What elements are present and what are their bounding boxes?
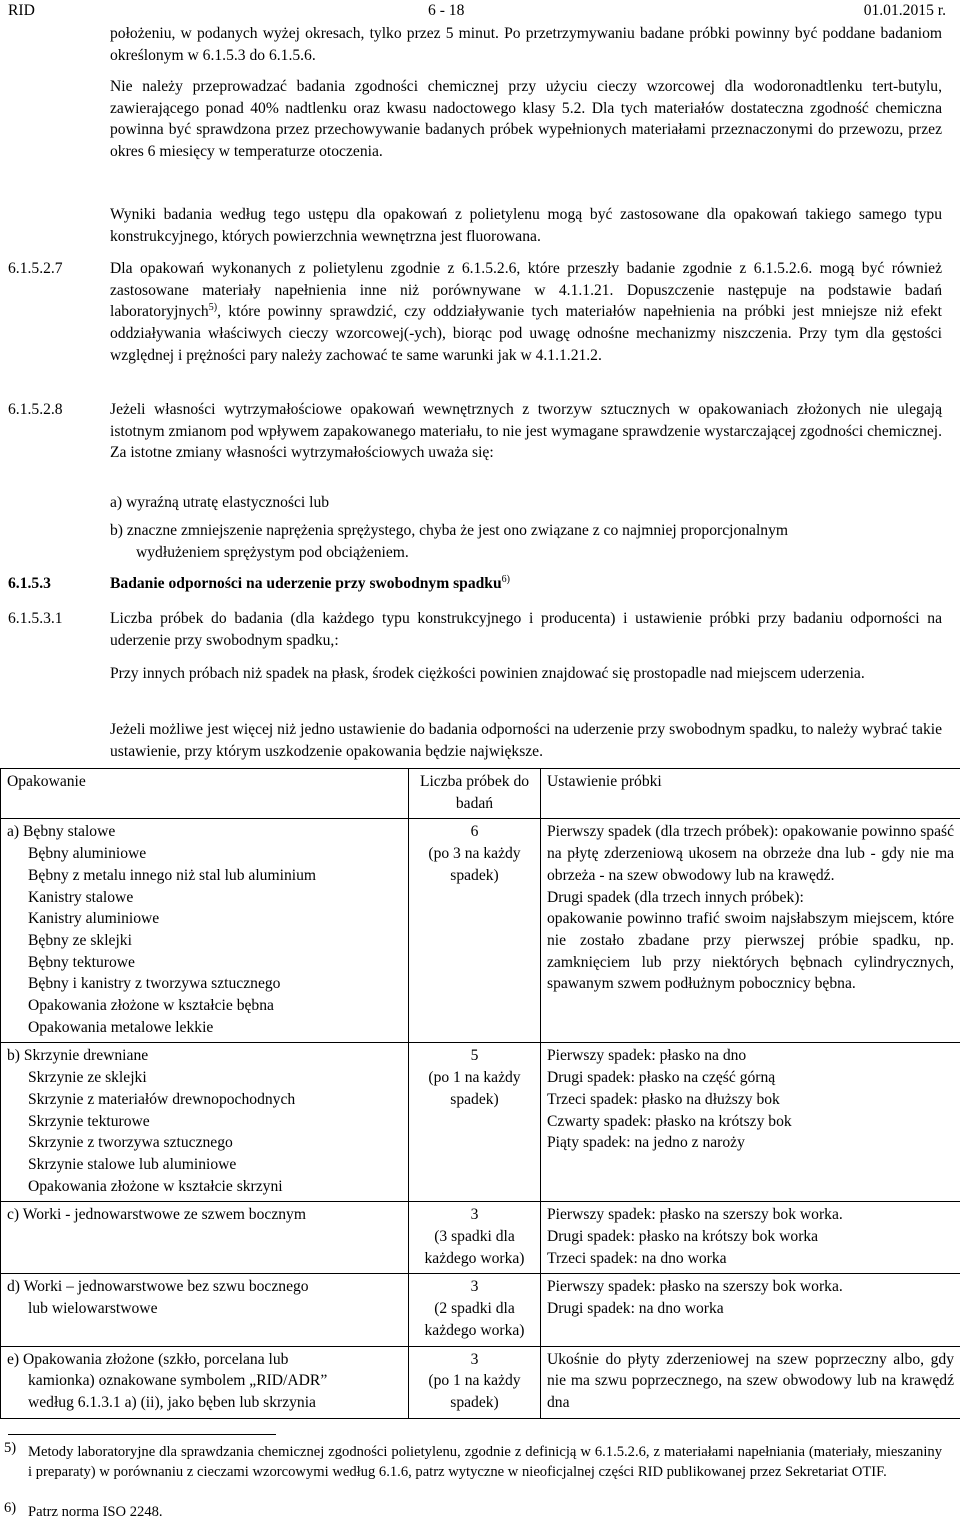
section-number: 6.1.5.3.1 (8, 610, 63, 627)
count-note: każdego worka) (424, 1249, 525, 1267)
footnote-mark: 6) (4, 1500, 17, 1516)
count-note: (po 1 na każdy (428, 1069, 521, 1087)
section-title (110, 573, 510, 595)
section-6-1-5-2-7-text (110, 258, 942, 367)
section-6-1-5-2-8-text: Jeżeli własności wytrzymałościowe opakowań wewnętrznych z tworzyw sztucznych w opakowaniach złożonych nie ulegają istotnym zmianom pod wpływem zapakowanego materiału, to nie jest wymagane sprawdzenie wystarczającej zgodności chemicznej. Za istotne zmiany własności wytrzymałościowych uważa się: (110, 401, 942, 462)
table-header-cell: Liczba próbek do badań (409, 769, 541, 819)
position-text: Drugi spadek: płasko na krótszy bok worka (547, 1228, 819, 1246)
table-header-cell: Ustawienie próbki (541, 769, 960, 819)
table-header-row (1, 769, 960, 819)
table-header-cell: Opakowanie (1, 769, 409, 819)
list-item: Bębny i kanistry z tworzywa sztucznego (28, 975, 281, 993)
header-center: 6 - 18 (428, 2, 465, 19)
count-value: 3 (470, 1350, 479, 1368)
drop-test-table (0, 768, 960, 1419)
count-note: (2 spadki dla (434, 1300, 515, 1318)
list-item-a: a) wyraźną utratę elastyczności lub (110, 494, 330, 511)
position-text: Pierwszy spadek: płasko na szerszy bok worka. (547, 1278, 843, 1296)
table-cell-count (409, 1274, 541, 1346)
table-cell-packaging (1, 1274, 409, 1346)
count-note: każdego worka) (424, 1321, 525, 1339)
footnote-divider (8, 1434, 276, 1435)
count-note: (3 spadki dla (434, 1228, 515, 1246)
list-item: Bębny ze sklejki (28, 931, 132, 949)
list-item: Skrzynie stalowe lub aluminiowe (28, 1155, 237, 1173)
position-text: Trzeci spadek: na dno worka (547, 1249, 727, 1267)
table-cell-count (409, 1043, 541, 1202)
table-cell-position (541, 819, 960, 1043)
list-item: według 6.1.3.1 a) (ii), jako bęben lub skrzynia (28, 1393, 316, 1411)
section-text-part: Dla opakowań wykonanych z polietylenu zgodnie z 6.1.5.2.6, które przeszły badanie zgodnie z 6.1.5.2.6. mogą być również zastosowane materiały napełnienia inne niż porównywane w 4.1.1.21. Dopuszczenie następuje na podstawie badań laboratoryjnych (110, 260, 942, 321)
table-row (1, 819, 960, 1043)
list-item: Opakowania złożone w kształcie bębna (28, 997, 274, 1015)
position-text: Drugi spadek: płasko na część górną (547, 1069, 776, 1087)
list-item: Skrzynie tekturowe (28, 1112, 150, 1130)
position-text: Pierwszy spadek: płasko na szerszy bok worka. (547, 1206, 843, 1224)
count-note: spadek) (450, 1090, 499, 1108)
table-cell-position (541, 1043, 960, 1202)
section-title-text: Badanie odporności na uderzenie przy swobodnym spadku (110, 575, 502, 592)
table-cell-position (541, 1274, 960, 1346)
list-item: Opakowania metalowe lekkie (28, 1018, 214, 1036)
list-item: c) Worki - jednowarstwowe ze szwem bocznym (7, 1206, 306, 1224)
section-number: 6.1.5.2.8 (8, 401, 63, 418)
count-note: (po 1 na każdy (428, 1372, 521, 1390)
table-cell-packaging (1, 819, 409, 1043)
count-note: spadek) (450, 1393, 499, 1411)
list-item: d) Worki – jednowarstwowe bez szwu bocznego (7, 1278, 309, 1296)
count-value: 3 (470, 1278, 479, 1296)
table-row (1, 1043, 960, 1202)
list-item: Kanistry stalowe (28, 888, 134, 906)
position-text: Piąty spadek: na jedno z naroży (547, 1134, 745, 1152)
section-number: 6.1.5.2.7 (8, 260, 63, 277)
list-item: e) Opakowania złożone (szkło, porcelana lub (7, 1350, 289, 1368)
count-note: (po 3 na każdy (428, 845, 521, 863)
paragraph-intro: położeniu, w podanych wyżej okresach, tylko przez 5 minut. Po przetrzymywaniu badane próbki powinny być poddane badaniom określonym w 6.1.5.3 do 6.1.5.6. (110, 25, 942, 64)
section-6-1-5-3-1-text: Liczba próbek do badania (dla każdego typu konstrukcyjnego i producenta) i ustawienie próbki przy badaniu odporności na uderzenie przy swobodnym spadku,: (110, 610, 942, 649)
list-item: kamionka) oznakowane symbolem „RID/ADR” (28, 1372, 328, 1390)
list-item: Opakowania złożone w kształcie skrzyni (28, 1177, 283, 1195)
table-cell-count (409, 1346, 541, 1418)
position-text: Trzeci spadek: płasko na dłuższy bok (547, 1090, 780, 1108)
table-cell-count (409, 1202, 541, 1274)
footnote-text: Metody laboratoryjne dla sprawdzania chemicznej zgodności polietylenu, zgodnie z definicją w 6.1.5.2.6, z materiałami napełniania (materiały, mieszaniny i preparaty) w porównaniu z cieczami wzorcowymi według 6.1.6, patrz wytyczne w nieoficjalnej części RID publikowanej przez Sekretariat OTIF. (28, 1444, 942, 1480)
paragraph-exclusion: Nie należy przeprowadzać badania zgodności chemicznej przy użyciu cieczy wzorcowej dla wodoronadtlenku tert-butylu, zawierającego ponad 40% nadtlenku oraz kwasu nadoctowego klasy 5.2. Dla tych materiałów dostateczna zgodność chemiczna powinna być sprawdzona przez przechowywanie badanych próbek wypełnionych materiałami przeznaczonymi do przewozu, przez okres 6 miesięcy w temperaturze otoczenia. (110, 78, 942, 161)
position-text: Drugi spadek: na dno worka (547, 1300, 724, 1318)
paragraph-results: Wyniki badania według tego ustępu dla opakowań z polietylenu mogą być zastosowane dla opakowań takiego samego typu konstrukcyjnego, których powierzchnia wewnętrzna jest fluorowana. (110, 206, 942, 245)
paragraph-gravity: Przy innych próbach niż spadek na płask, środek ciężkości powinien znajdować się prostopadle nad miejscem uderzenia. (110, 665, 865, 682)
table-row (1, 1274, 960, 1346)
count-value: 6 (470, 823, 479, 841)
list-item: Kanistry aluminiowe (28, 910, 160, 928)
list-item-b: b) znaczne zmniejszenie naprężenia sprężystego, chyba że jest ono związane z co najmniej proporcjonalnym (110, 522, 789, 539)
section-text-part: , które powinny sprawdzić, czy oddziaływanie tych materiałów napełnienia na próbki jest mniejsze niż efekt oddziaływania właściwych cieczy wzorcowej(-ych), biorąc pod uwagę odnośne mechanizmy niszczenia. Przy tym dla gęstości względnej i prężności pary należy zachować te same warunki jak w 4.1.1.21.2. (110, 303, 942, 364)
list-item: Bębny tekturowe (28, 953, 135, 971)
count-value: 3 (470, 1206, 479, 1224)
footnote-ref: 5) (208, 302, 218, 314)
count-note: spadek) (450, 866, 499, 884)
list-item: b) Skrzynie drewniane (7, 1047, 149, 1065)
list-item: a) Bębny stalowe (7, 823, 116, 841)
position-text: Pierwszy spadek: płasko na dno (547, 1047, 747, 1065)
header-right: 01.01.2015 r. (863, 2, 946, 19)
table-cell-packaging (1, 1346, 409, 1418)
position-text: Drugi spadek (dla trzech innych próbek): (547, 888, 804, 906)
list-item-b-cont: wydłużeniem sprężystym pod obciążeniem. (136, 544, 409, 561)
list-item: Skrzynie z materiałów drewnopochodnych (28, 1090, 296, 1108)
section-number: 6.1.5.3 (8, 575, 51, 592)
table-row (1, 1346, 960, 1418)
position-text: opakowanie powinno trafić swoim najsłabszym miejscem, które nie zostało zbadane przy pierwszej próbie spadku, np. zamknięciem lub przy niektórych bębnach cylindrycznych, spawanym szwem podłużnym pobocznicy bębna. (547, 910, 954, 993)
list-item: Bębny z metalu innego niż stal lub aluminium (28, 866, 316, 884)
list-item: Skrzynie z tworzywa sztucznego (28, 1134, 233, 1152)
list-item: Bębny aluminiowe (28, 845, 147, 863)
page-header (8, 0, 946, 22)
header-left: RID (8, 2, 35, 19)
footnote-text: Patrz norma ISO 2248. (28, 1504, 163, 1520)
table-cell-count (409, 819, 541, 1043)
list-item: Skrzynie ze sklejki (28, 1069, 147, 1087)
paragraph-orientation: Jeżeli możliwe jest więcej niż jedno ustawienie do badania odporności na uderzenie przy swobodnym spadku, to należy wybrać takie ustawienie, przy którym uszkodzenie opakowania będzie największe. (110, 721, 942, 760)
table-cell-packaging (1, 1043, 409, 1202)
footnote-mark: 5) (4, 1440, 17, 1456)
position-text: Czwarty spadek: płasko na krótszy bok (547, 1112, 792, 1130)
table-cell-position (541, 1202, 960, 1274)
table-cell-position (541, 1346, 960, 1418)
list-item: lub wielowarstwowe (28, 1300, 158, 1318)
position-text: Ukośnie do płyty zderzeniowej na szew poprzeczny albo, gdy nie ma szwu poprzecznego, na szew obwodowy lub na krawędź dna (547, 1350, 954, 1411)
count-value: 5 (470, 1047, 479, 1065)
footnote-ref: 6) (501, 573, 510, 585)
table-row (1, 1202, 960, 1274)
table-cell-packaging (1, 1202, 409, 1274)
position-text: Pierwszy spadek (dla trzech próbek): opakowanie powinno spaść na płytę zderzeniową ukosem na obrzeże dna lub - gdy nie ma obrzeża - na szew obwodowy lub na krawędź. (547, 823, 954, 884)
